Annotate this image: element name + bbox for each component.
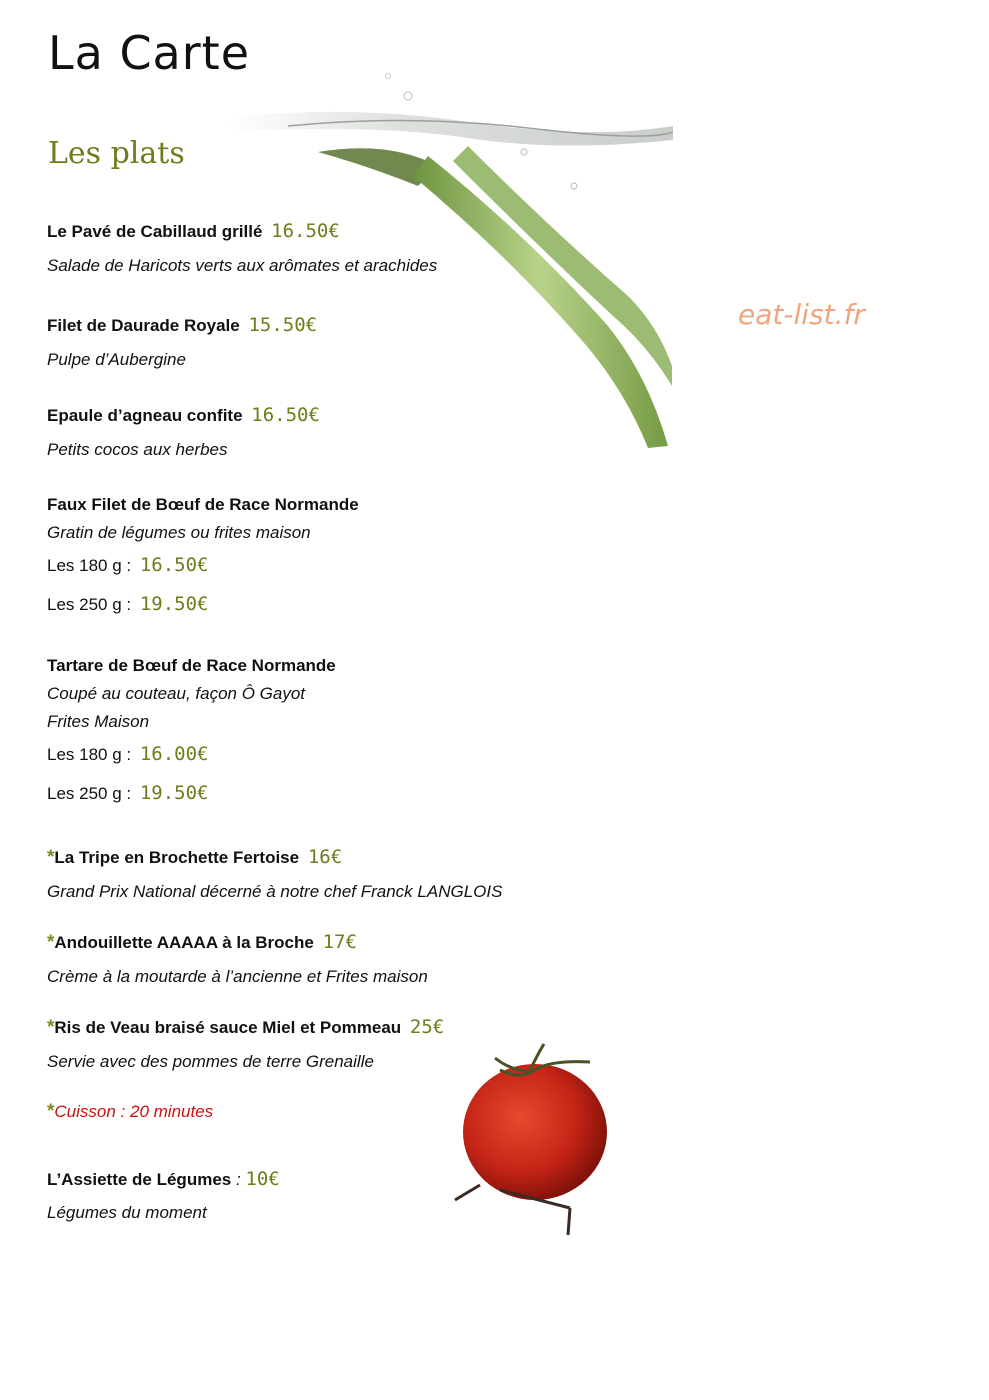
dish-description: Coupé au couteau, façon Ô Gayot — [47, 684, 306, 703]
dish-name: Ris de Veau braisé sauce Miel et Pommeau — [54, 1018, 402, 1037]
dish-price: 25€ — [409, 1016, 445, 1038]
dish-price: 16€ — [307, 846, 343, 868]
dish-andouillette — [47, 931, 357, 954]
dish-description: Salade de Haricots verts aux arômates et arachides — [47, 256, 438, 275]
asterisk-icon: * — [47, 847, 55, 868]
dish-price: 16.50€ — [271, 220, 340, 242]
celery-water-image — [228, 56, 673, 451]
dish-name: Andouillette AAAAA à la Broche — [54, 933, 314, 952]
section-title: Les plats — [48, 136, 185, 171]
dish-description: Petits cocos aux herbes — [47, 440, 228, 459]
dish-price: 19.50€ — [139, 782, 209, 804]
cooking-note — [47, 1101, 213, 1123]
dish-name: L’Assiette de Légumes — [47, 1170, 232, 1189]
dish-price: 17€ — [322, 931, 357, 953]
dish-description: Servie avec des pommes de terre Grenaille — [47, 1052, 374, 1071]
dish-ris-de-veau — [47, 1016, 444, 1039]
dish-agneau — [47, 404, 320, 426]
portion-180 — [47, 554, 209, 576]
portion-size: Les 180 g : — [47, 745, 132, 764]
watermark: eat-list.fr — [738, 298, 865, 331]
dish-price: 15.50€ — [248, 314, 318, 336]
dish-description: Frites Maison — [47, 712, 150, 731]
asterisk-icon: * — [47, 1017, 55, 1038]
dish-name: Tartare de Bœuf de Race Normande — [47, 656, 336, 675]
dish-price: 19.50€ — [139, 593, 209, 615]
portion-250 — [47, 593, 209, 615]
portion-size: Les 250 g : — [47, 595, 132, 614]
page-title: La Carte — [48, 26, 250, 80]
dish-name: Le Pavé de Cabillaud grillé — [47, 222, 263, 241]
dish-daurade — [47, 314, 317, 336]
separator: : — [231, 1170, 246, 1189]
dish-name: Filet de Daurade Royale — [47, 316, 240, 335]
dish-tripe — [47, 846, 342, 869]
dish-description: Grand Prix National décerné à notre chef Franck LANGLOIS — [47, 882, 503, 901]
dish-description: Légumes du moment — [47, 1203, 207, 1222]
dish-description: Crème à la moutarde à l’ancienne et Frites maison — [47, 967, 428, 986]
dish-name: Epaule d’agneau confite — [47, 406, 243, 425]
cooking-time: Cuisson : 20 minutes — [54, 1102, 214, 1121]
dish-price: 16.00€ — [139, 743, 209, 765]
tomato-image — [440, 1040, 640, 1240]
portion-size: Les 180 g : — [47, 556, 132, 575]
asterisk-icon: * — [47, 932, 55, 953]
dish-name: Faux Filet de Bœuf de Race Normande — [47, 495, 359, 514]
dish-price: 16.50€ — [251, 404, 320, 426]
dish-description: Pulpe d’Aubergine — [47, 350, 186, 369]
dish-description: Gratin de légumes ou frites maison — [47, 523, 311, 542]
dish-price: 10€ — [245, 1168, 280, 1190]
portion-size: Les 250 g : — [47, 784, 132, 803]
portion-250 — [47, 782, 209, 804]
portion-180 — [47, 743, 209, 765]
dish-cabillaud — [47, 220, 340, 242]
dish-price: 16.50€ — [139, 554, 209, 576]
dish-name: La Tripe en Brochette Fertoise — [54, 848, 300, 867]
dish-legumes — [47, 1168, 280, 1190]
asterisk-icon: * — [47, 1101, 55, 1122]
